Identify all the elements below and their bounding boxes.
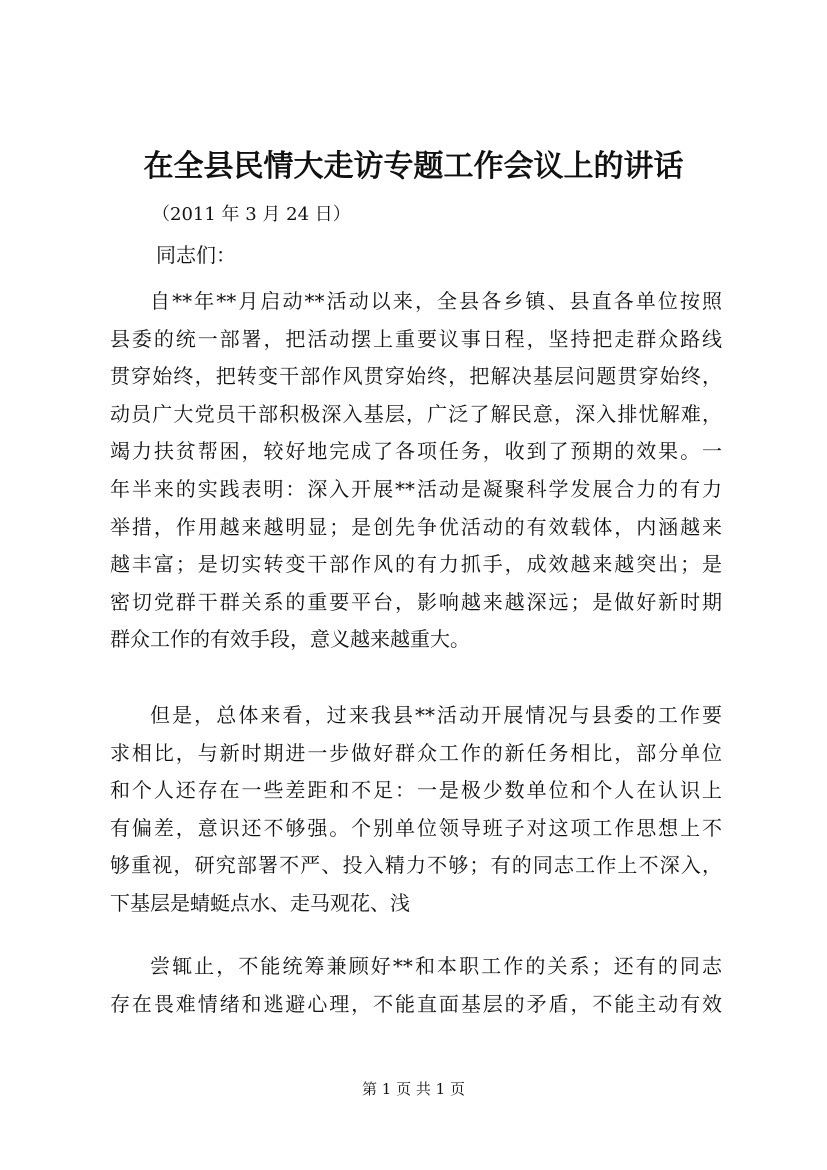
text-line: 越丰富；是切实转变干部作风的有力抓手，成效越来越突出；是 — [110, 552, 722, 577]
text-line: 求相比，与新时期进一步做好群众工作的新任务相比，部分单位 — [110, 740, 722, 765]
text-line: 密切党群干群关系的重要平台，影响越来越深远；是做好新时期 — [110, 589, 722, 614]
text-line: 年半来的实践表明：深入开展**活动是凝聚科学发展合力的有力 — [110, 476, 722, 501]
speech-date: （2011 年 3 月 24 日） — [152, 204, 351, 225]
paragraph-2 — [110, 697, 722, 923]
text-line: 但是，总体来看，过来我县**活动开展情况与县委的工作要 — [150, 703, 722, 727]
text-line: 有偏差，意识还不够强。个别单位领导班子对这项工作思想上不 — [110, 815, 722, 840]
text-line: 举措，作用越来越明显；是创先争优活动的有效载体，内涵越来 — [110, 514, 722, 539]
text-line: 尝辄止，不能统筹兼顾好**和本职工作的关系；还有的同志 — [150, 954, 722, 978]
text-line: 下基层是蜻蜓点水、走马观花、浅 — [110, 890, 410, 915]
text-line: 群众工作的有效手段，意义越来越重大。 — [110, 627, 470, 652]
text-line: 竭力扶贫帮困，较好地完成了各项任务，收到了预期的效果。一 — [110, 439, 722, 464]
text-line: 存在畏难情绪和逃避心理，不能直面基层的矛盾，不能主动有效 — [110, 991, 722, 1016]
paragraph-3 — [110, 948, 722, 1023]
page-footer: 第 1 页 共 1 页 — [362, 1080, 465, 1098]
text-line: 贯穿始终，把转变干部作风贯穿始终，把解决基层问题贯穿始终， — [110, 364, 722, 389]
document-title: 在全县民情大走访专题工作会议上的讲话 — [143, 149, 684, 184]
greeting: 同志们： — [156, 243, 236, 267]
text-line: 动员广大党员干部积极深入基层，广泛了解民意，深入排忧解难， — [110, 401, 722, 426]
text-line: 够重视，研究部署不严、投入精力不够；有的同志工作上不深入， — [110, 853, 722, 878]
text-line: 和个人还存在一些差距和不足：一是极少数单位和个人在认识上 — [110, 778, 722, 803]
paragraph-1 — [110, 283, 722, 659]
text-line: 县委的统一部署，把活动摆上重要议事日程，坚持把走群众路线 — [110, 326, 722, 351]
text-line: 自**年**月启动**活动以来，全县各乡镇、县直各单位按照 — [150, 289, 722, 313]
